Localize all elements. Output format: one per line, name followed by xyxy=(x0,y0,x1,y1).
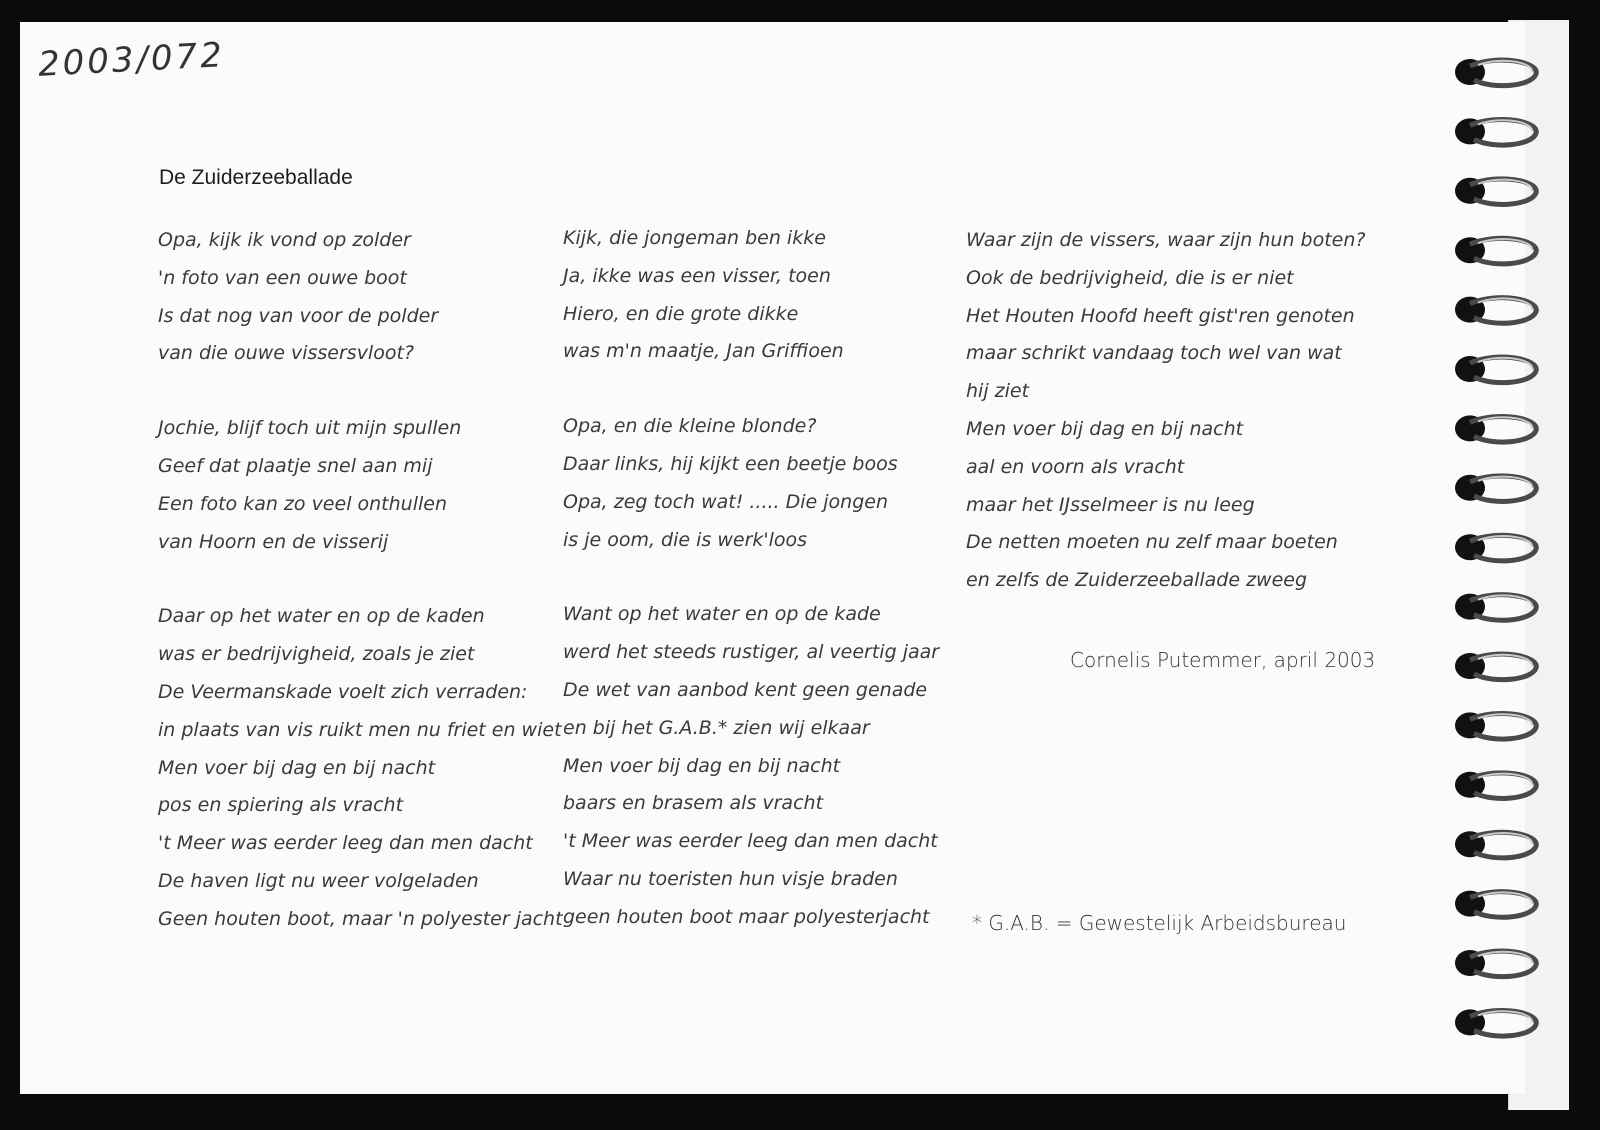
stanza xyxy=(563,220,939,371)
binding-ring xyxy=(1455,950,1536,977)
poem-line: 't Meer was eerder leeg dan men dacht xyxy=(563,830,938,853)
poem-line: Men voer bij dag en bij nacht xyxy=(966,417,1244,440)
stanza xyxy=(563,408,939,559)
book-page xyxy=(20,22,1525,1094)
stanza xyxy=(158,222,563,373)
poem-line: Opa, zeg toch wat! ..... Die jongen xyxy=(563,490,889,513)
poem-line: maar schrikt vandaag toch wel van wat xyxy=(966,342,1342,365)
spiral-binding xyxy=(1448,52,1558,1072)
poem-line: hij ziet xyxy=(966,380,1030,403)
poem-line: werd het steeds rustiger, al veertig jaar xyxy=(563,641,940,664)
binding-ring xyxy=(1455,772,1536,799)
poem-line: is je oom, die is werk'loos xyxy=(563,528,808,551)
poem-line: De netten moeten nu zelf maar boeten xyxy=(966,531,1338,554)
poem-line: Hiero, en die grote dikke xyxy=(563,302,799,325)
poem-line: 't Meer was eerder leeg dan men dacht xyxy=(158,832,533,855)
poem-line: Opa, kijk ik vond op zolder xyxy=(158,229,411,251)
stanza xyxy=(158,598,563,938)
binding-ring xyxy=(1455,59,1536,86)
poem-line: aal en voorn als vracht xyxy=(966,455,1185,478)
binding-ring xyxy=(1455,356,1536,383)
stanza xyxy=(966,222,1366,600)
poem-column-1 xyxy=(158,222,563,976)
poem-line: en bij het G.A.B.* zien wij elkaar xyxy=(563,716,870,739)
poem-line: was er bedrijvigheid, zoals je ziet xyxy=(158,643,475,666)
poem-line: De wet van aanbod kent geen genade xyxy=(563,678,928,701)
poem-line: van die ouwe vissersvloot? xyxy=(158,342,414,365)
poem-line: Kijk, die jongeman ben ikke xyxy=(563,227,826,249)
binding-ring xyxy=(1455,831,1536,858)
poem-line: Waar zijn de vissers, waar zijn hun boten? xyxy=(966,229,1366,251)
poem-line: Daar links, hij kijkt een beetje boos xyxy=(563,452,898,475)
binding-ring xyxy=(1455,594,1536,621)
poem-line: Het Houten Hoofd heeft gist'ren genoten xyxy=(966,304,1355,327)
poem-line: Jochie, blijf toch uit mijn spullen xyxy=(158,417,462,440)
poem-line: pos en spiering als vracht xyxy=(158,794,404,817)
poem-line: Men voer bij dag en bij nacht xyxy=(563,754,841,777)
poem-line: Men voer bij dag en bij nacht xyxy=(158,756,436,779)
poem-line: geen houten boot maar polyesterjacht xyxy=(563,905,930,928)
author-signature: Cornelis Putemmer, april 2003 xyxy=(1070,648,1376,672)
handwritten-archive-number: 2003/072 xyxy=(37,35,226,85)
stanza xyxy=(158,410,563,561)
binding-ring xyxy=(1455,178,1536,205)
poem-line: Geef dat plaatje snel aan mij xyxy=(158,454,433,477)
poem-line: Waar nu toeristen hun visje braden xyxy=(563,867,898,890)
binding-ring xyxy=(1455,534,1536,561)
binding-ring xyxy=(1455,297,1536,324)
footnote: * G.A.B. = Gewestelijk Arbeidsbureau xyxy=(972,911,1347,935)
poem-line: Ook de bedrijvigheid, die is er niet xyxy=(966,266,1294,289)
binding-ring xyxy=(1455,118,1536,145)
poem-line: 'n foto van een ouwe boot xyxy=(158,266,407,289)
stanza xyxy=(563,596,939,936)
poem-line: Want op het water en op de kade xyxy=(563,603,881,626)
poem-line: en zelfs de Zuiderzeeballade zweeg xyxy=(966,569,1308,592)
poem-column-2 xyxy=(563,220,939,974)
poem-line: Opa, en die kleine blonde? xyxy=(563,415,817,438)
binding-ring xyxy=(1455,891,1536,918)
binding-ring xyxy=(1455,475,1536,502)
poem-title: De Zuiderzeeballade xyxy=(159,166,353,189)
poem-line: De haven ligt nu weer volgeladen xyxy=(158,869,479,892)
poem-line: De Veermanskade voelt zich verraden: xyxy=(158,680,528,703)
poem-column-3 xyxy=(966,222,1366,600)
poem-line: Is dat nog van voor de polder xyxy=(158,304,439,327)
poem-line: van Hoorn en de visserij xyxy=(158,530,389,553)
binding-ring xyxy=(1455,712,1536,739)
poem-line: Geen houten boot, maar 'n polyester jacht xyxy=(158,907,563,930)
binding-ring xyxy=(1455,237,1536,264)
binding-ring xyxy=(1455,415,1536,442)
poem-line: maar het IJsselmeer is nu leeg xyxy=(966,493,1255,516)
binding-ring xyxy=(1455,653,1536,680)
poem-line: Daar op het water en op de kaden xyxy=(158,605,485,628)
poem-line: Ja, ikke was een visser, toen xyxy=(563,264,831,287)
poem-line: baars en brasem als vracht xyxy=(563,792,824,815)
poem-line: in plaats van vis ruikt men nu friet en wiet xyxy=(158,718,562,741)
poem-line: was m'n maatje, Jan Griffioen xyxy=(563,340,844,363)
binding-ring xyxy=(1455,1009,1536,1036)
poem-line: Een foto kan zo veel onthullen xyxy=(158,492,447,515)
